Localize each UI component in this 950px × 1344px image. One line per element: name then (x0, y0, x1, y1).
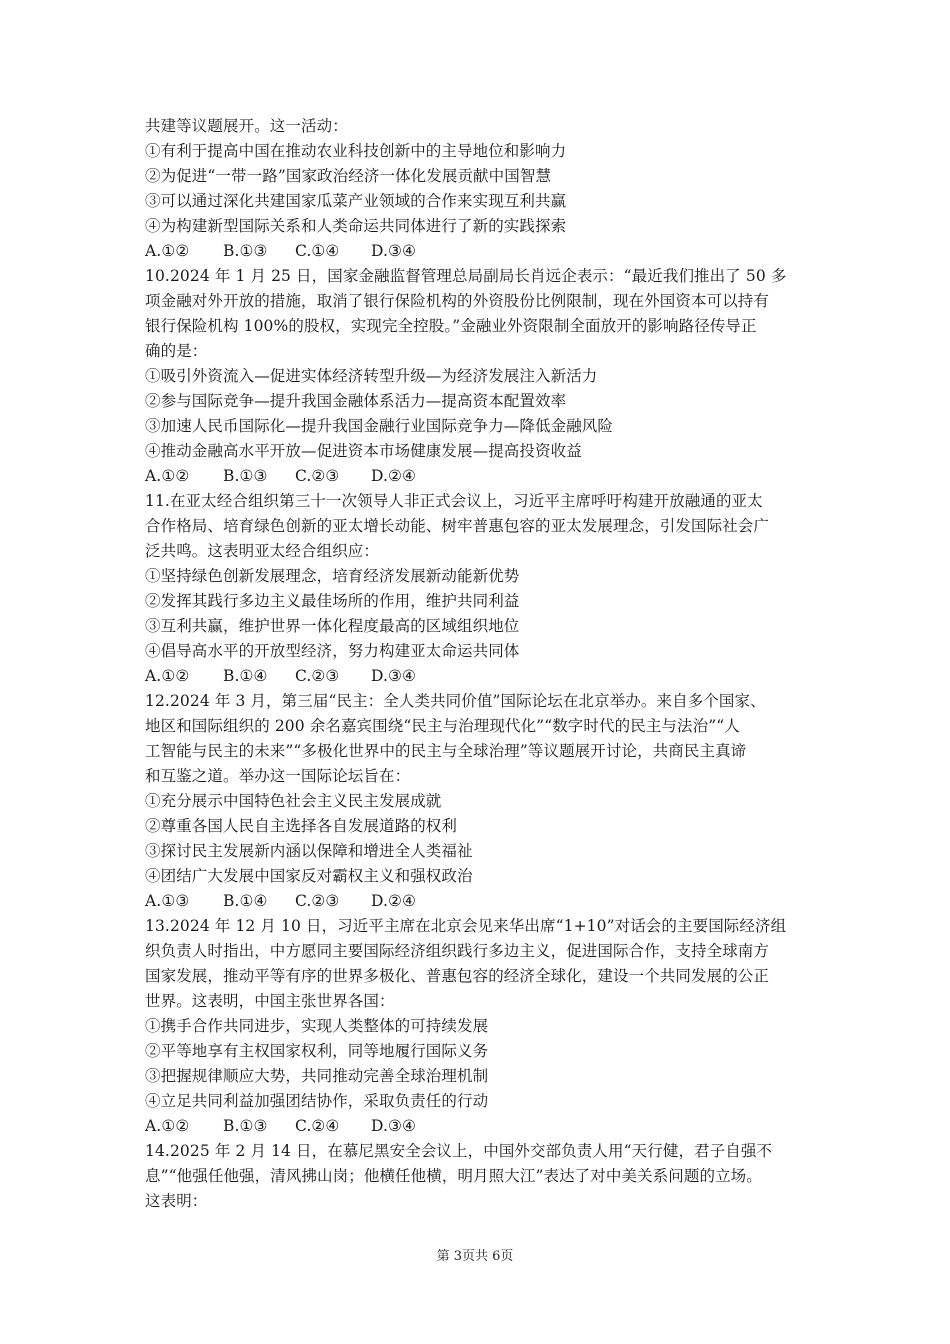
option-2: ②平等地享有主权国家权利，同等地履行国际义务 (145, 1042, 489, 1060)
choice-a: A.①③ (145, 892, 190, 910)
choice-c: C.②③ (295, 892, 340, 910)
option-3: ③互利共赢，维护世界一体化程度最高的区域组织地位 (145, 617, 520, 635)
option-1: ①吸引外资流入—促进实体经济转型升级—为经济发展注入新活力 (145, 367, 598, 385)
choice-a: A.①② (145, 242, 190, 260)
answer-choices (145, 239, 817, 264)
choice-d: D.③④ (371, 1117, 416, 1135)
choice-b: B.①④ (223, 892, 268, 910)
option-1: ①携手合作共同进步，实现人类整体的可持续发展 (145, 1017, 489, 1035)
question-stem-line: 14.2025 年 2 月 14 日，在慕尼黑安全会议上，中国外交部负责人用“天行健，君子自强不 (145, 1142, 773, 1160)
question-13 (145, 914, 817, 1139)
choice-a: A.①② (145, 467, 190, 485)
question-stem-line: 国家发展，推动平等有序的世界多极化、普惠包容的经济全球化，建设一个共同发展的公正 (145, 967, 770, 985)
choice-d: D.②④ (371, 892, 416, 910)
question-12 (145, 689, 817, 914)
option-4: ④为构建新型国际关系和人类命运共同体进行了新的实践探索 (145, 217, 567, 235)
choice-a: A.①② (145, 667, 190, 685)
answer-choices (145, 664, 817, 689)
option-1: ①充分展示中国特色社会主义民主发展成就 (145, 792, 442, 810)
option-1: ①有利于提高中国在推动农业科技创新中的主导地位和影响力 (145, 142, 567, 160)
choice-d: D.③④ (371, 667, 416, 685)
question-11 (145, 489, 817, 689)
question-10 (145, 264, 817, 489)
option-4: ④倡导高水平的开放型经济，努力构建亚太命运共同体 (145, 642, 520, 660)
page-content (145, 114, 817, 1214)
question-stem-line: 11.在亚太经合组织第三十一次领导人非正式会议上，习近平主席呼吁构建开放融通的亚太 (145, 492, 763, 510)
choice-b: B.①③ (223, 467, 268, 485)
question-stem-line: 世界。这表明，中国主张世界各国： (145, 992, 395, 1010)
option-2: ②参与国际竞争—提升我国金融体系活力—提高资本配置效率 (145, 392, 567, 410)
choice-b: B.①③ (223, 242, 268, 260)
option-1: ①坚持绿色创新发展理念，培育经济发展新动能新优势 (145, 567, 520, 585)
question-stem-line: 共建等议题展开。这一活动： (145, 117, 348, 135)
question-stem-line: 确的是： (145, 342, 208, 360)
option-2: ②为促进“一带一路”国家政治经济一体化发展贡献中国智慧 (145, 167, 552, 185)
option-4: ④立足共同利益加强团结协作，采取负责任的行动 (145, 1092, 489, 1110)
choice-b: B.①③ (223, 1117, 268, 1135)
option-2: ②发挥其践行多边主义最佳场所的作用，维护共同利益 (145, 592, 520, 610)
question-stem-line: 合作格局、培育绿色创新的亚太增长动能、树牢普惠包容的亚太发展理念，引发国际社会广 (145, 517, 770, 535)
option-2: ②尊重各国人民自主选择各自发展道路的权利 (145, 817, 458, 835)
answer-choices (145, 1114, 817, 1139)
option-3: ③把握规律顺应大势，共同推动完善全球治理机制 (145, 1067, 489, 1085)
page-number: 第 3页共 6页 (436, 1249, 514, 1264)
option-4: ④推动金融高水平开放—促进资本市场健康发展—提高投资收益 (145, 442, 582, 460)
option-4: ④团结广大发展中国家反对霸权主义和强权政治 (145, 867, 473, 885)
question-stem-line: 息”“他强任他强，清风拂山岗；他横任他横，明月照大江”表达了对中美关系问题的立场。 (145, 1167, 762, 1185)
answer-choices (145, 889, 817, 914)
question-stem-line: 这表明： (145, 1192, 208, 1210)
choice-c: C.②④ (295, 1117, 340, 1135)
choice-a: A.①② (145, 1117, 190, 1135)
question-stem-line: 10.2024 年 1 月 25 日，国家金融监督管理总局副局长肖远企表示：“最近我们推出了 50 多 (145, 267, 787, 285)
question-stem-line: 地区和国际组织的 200 余名嘉宾围绕“民主与治理现代化”“数字时代的民主与法治”“人 (145, 717, 740, 735)
choice-c: C.①④ (295, 242, 340, 260)
choice-d: D.③④ (371, 242, 416, 260)
choice-d: D.②④ (371, 467, 416, 485)
question-stem-line: 银行保险机构 100%的股权，实现完全控股。”金融业外资限制全面放开的影响路径传导正 (145, 317, 757, 335)
question-stem-line: 和互鉴之道。举办这一国际论坛旨在： (145, 767, 411, 785)
question-stem-line: 13.2024 年 12 月 10 日，习近平主席在北京会见来华出席“1+10”对话会的主要国际经济组 (145, 917, 787, 935)
option-3: ③加速人民币国际化—提升我国金融行业国际竞争力—降低金融风险 (145, 417, 614, 435)
option-3: ③探讨民主发展新内涵以保障和增进全人类福祉 (145, 842, 473, 860)
question-stem-line: 工智能与民主的未来”“多极化世界中的民主与全球治理”等议题展开讨论，共商民主真谛 (145, 742, 747, 760)
question-9-continuation (145, 114, 817, 264)
question-stem-line: 织负责人时指出，中方愿同主要国际经济组织践行多边主义，促进国际合作，支持全球南方 (145, 942, 770, 960)
choice-c: C.②③ (295, 667, 340, 685)
option-3: ③可以通过深化共建国家瓜菜产业领域的合作来实现互利共赢 (145, 192, 567, 210)
question-14 (145, 1139, 817, 1214)
choice-c: C.②③ (295, 467, 340, 485)
question-stem-line: 项金融对外开放的措施，取消了银行保险机构的外资股份比例限制，现在外国资本可以持有 (145, 292, 770, 310)
choice-b: B.①④ (223, 667, 268, 685)
answer-choices (145, 464, 817, 489)
question-stem-line: 泛共鸣。这表明亚太经合组织应： (145, 542, 380, 560)
question-stem-line: 12.2024 年 3 月，第三届“民主：全人类共同价值”国际论坛在北京举办。来自多个国家、 (145, 692, 766, 710)
